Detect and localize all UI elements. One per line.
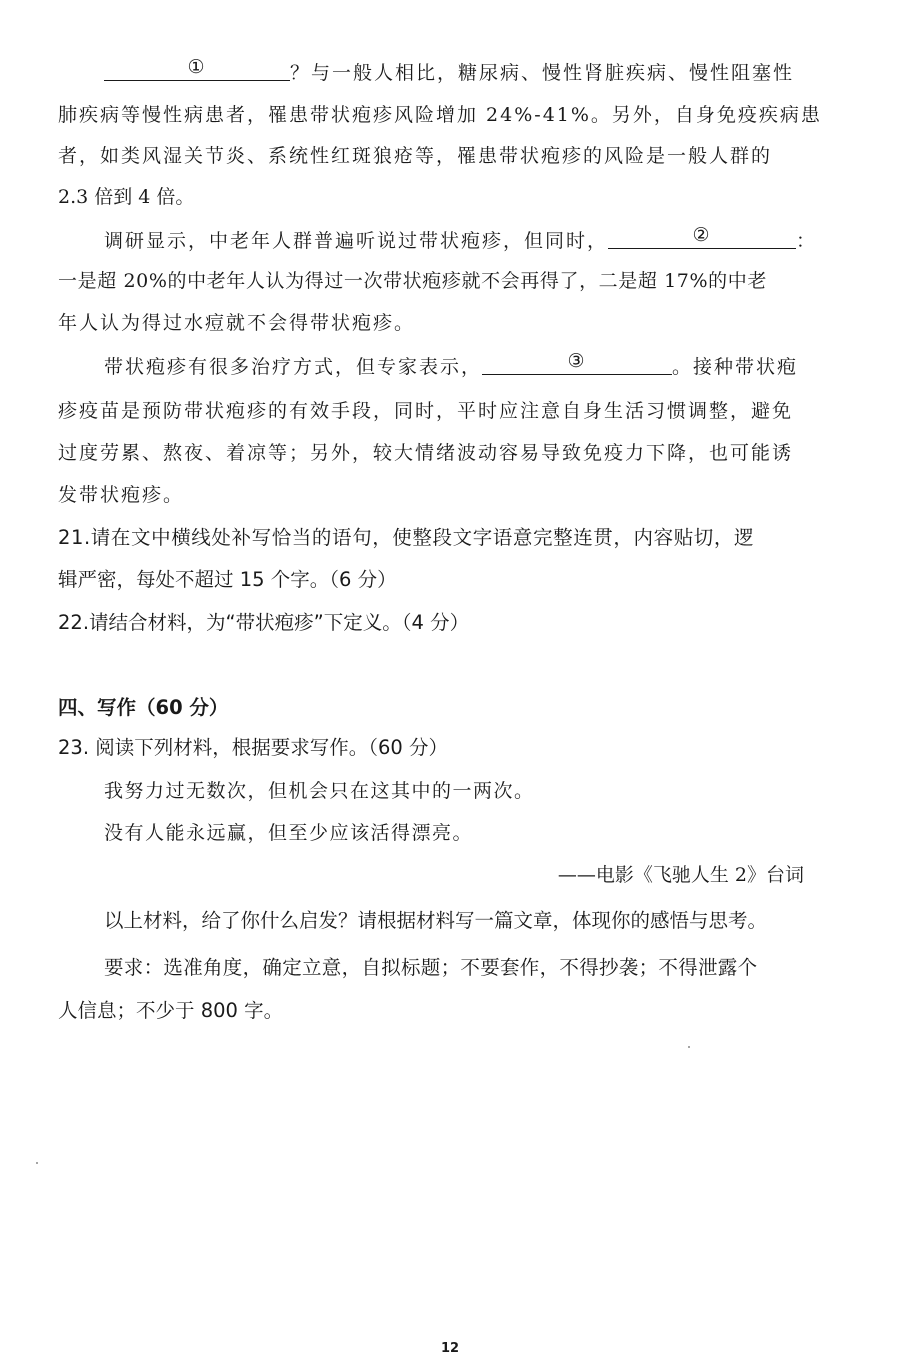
passage-text: 。接种带状疱 <box>672 356 799 378</box>
passage-line <box>104 350 799 380</box>
passage-line <box>104 224 818 254</box>
material-quote-1: 我努力过无数次，但机会只在这其中的一两次。 <box>104 780 535 802</box>
material-source: ——电影《飞驰人生 2》台词 <box>557 864 804 886</box>
blank-2 <box>608 224 796 249</box>
passage-line: 年人认为得过水痘就不会得带状疱疹。 <box>58 312 416 334</box>
writing-prompt: 以上材料，给了你什么启发？请根据材料写一篇文章，体现你的感悟与思考。 <box>104 909 768 932</box>
blank-2-marker: ② <box>692 224 712 246</box>
passage-line: 疹疫苗是预防带状疱疹的有效手段，同时，平时应注意自身生活习惯调整，避免 <box>58 400 794 422</box>
writing-requirements: 要求：选准角度，确定立意，自拟标题；不要套作，不得抄袭；不得泄露个 <box>104 956 758 979</box>
question-22: 22.请结合材料，为“带状疱疹”下定义。（4 分） <box>58 611 470 634</box>
question-23: 23. 阅读下列材料，根据要求写作。（60 分） <box>58 736 448 759</box>
question-21-cont: 辑严密，每处不超过 15 个字。（6 分） <box>58 568 397 591</box>
section-title: 四、写作（60 分） <box>58 696 229 719</box>
material-quote-2: 没有人能永远赢，但至少应该活得漂亮。 <box>104 822 474 844</box>
passage-line: 肺疾病等慢性病患者，罹患带状疱疹风险增加 24%-41%。另外，自身免疫疾病患 <box>58 104 822 126</box>
scan-speck <box>36 1162 38 1164</box>
passage-text: ： <box>796 230 818 252</box>
passage-text: 调研显示，中老年人群普遍听说过带状疱疹，但同时， <box>104 230 609 252</box>
writing-requirements-cont: 人信息；不少于 800 字。 <box>58 999 284 1022</box>
passage-line: 发带状疱疹。 <box>58 484 185 506</box>
page-number: 12 <box>440 1341 460 1356</box>
blank-3 <box>482 350 672 375</box>
blank-3-marker: ③ <box>567 350 587 372</box>
blank-1 <box>104 56 290 81</box>
scan-speck <box>688 1046 690 1048</box>
question-21: 21.请在文中横线处补写恰当的语句，使整段文字语意完整连贯，内容贴切，逻 <box>58 526 755 549</box>
passage-line: 一是超 20%的中老年人认为得过一次带状疱疹就不会再得了，二是超 17%的中老 <box>58 270 767 292</box>
passage-line: 过度劳累、熬夜、着凉等；另外，较大情绪波动容易导致免疫力下降，也可能诱 <box>58 442 794 464</box>
passage-line: 者，如类风湿关节炎、系统性红斑狼疮等，罹患带状疱疹的风险是一般人群的 <box>58 145 773 167</box>
passage-line: 2.3 倍到 4 倍。 <box>58 186 195 208</box>
passage-text: ？与一般人相比，糖尿病、慢性肾脏疾病、慢性阻塞性 <box>290 62 795 84</box>
passage-line <box>104 56 795 86</box>
blank-1-marker: ① <box>187 56 207 78</box>
passage-text: 带状疱疹有很多治疗方式，但专家表示， <box>104 356 483 378</box>
